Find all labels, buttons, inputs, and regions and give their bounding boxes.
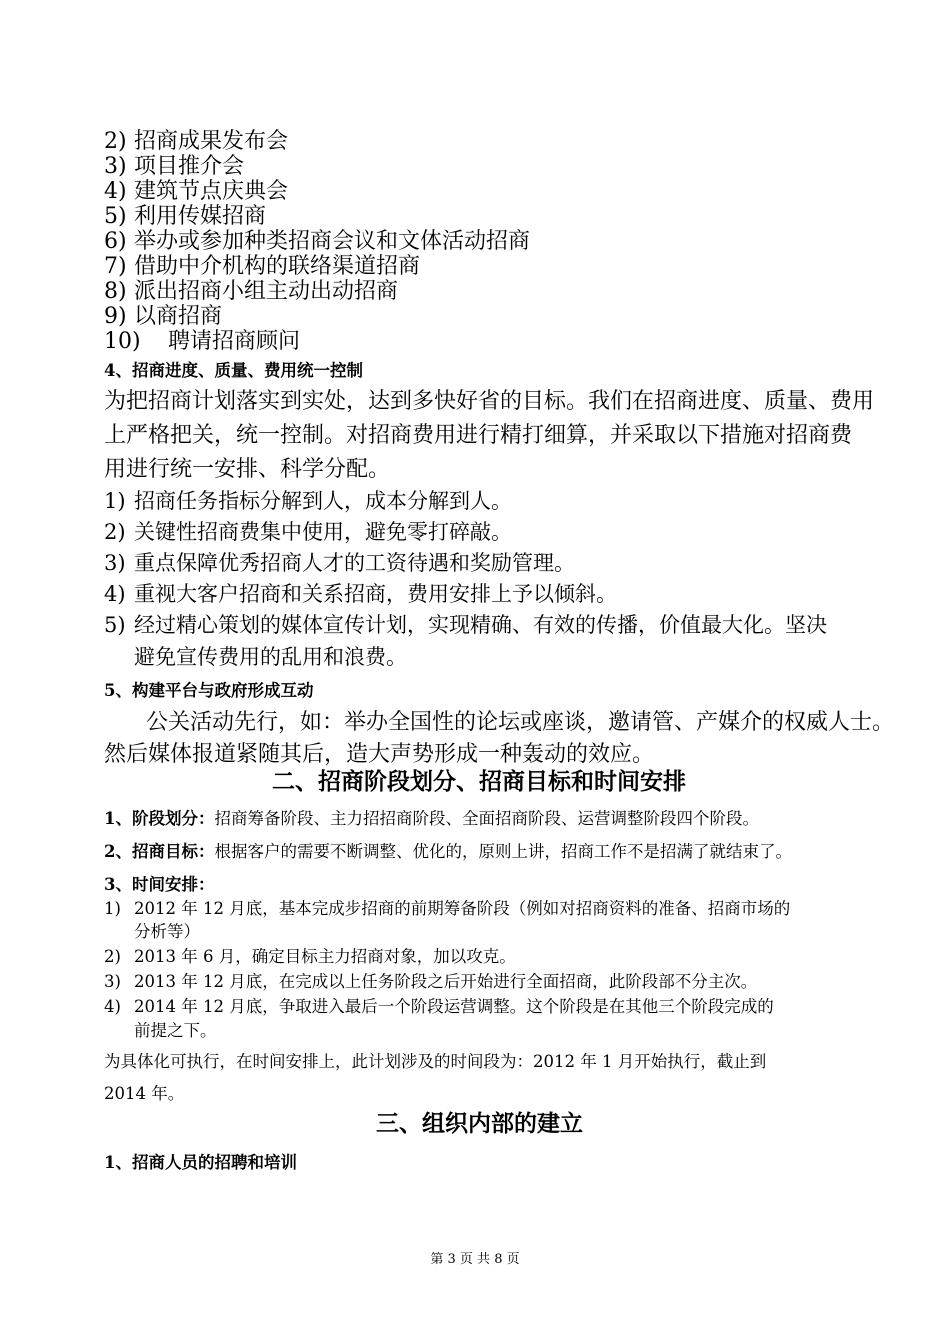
list-item: 2) 2013 年 6 月，确定目标主力招商对象，加以攻克。 [104, 947, 516, 966]
stage-line: 1、阶段划分：招商筹备阶段、主力招招商阶段、全面招商阶段、运营调整阶段四个阶段。 [104, 809, 759, 828]
section-heading: 1、招商人员的招聘和培训 [104, 1153, 297, 1172]
list-item-continuation: 避免宣传费用的乱用和浪费。 [134, 645, 407, 669]
paragraph-line: 然后媒体报道紧随其后，造大声势形成一种轰动的效应。 [104, 742, 655, 767]
chapter-title: 二、招商阶段划分、招商目标和时间安排 [272, 768, 686, 795]
list-item-continuation: 分析等） [134, 922, 200, 941]
paragraph-line: 为把招商计划落实到实处，达到多快好省的目标。我们在招商进度、质量、费用 [104, 389, 875, 414]
goal-line: 2、招商目标：根据客户的需要不断调整、优化的，原则上讲，招商工作不是招满了就结束了。 [104, 842, 792, 861]
list-item: 4) 建筑节点庆典会 [104, 179, 289, 204]
paragraph-line: 公关活动先行，如：举办全国性的论坛或座谈，邀请管、产媒介的权威人士。 [146, 710, 895, 735]
section-heading: 4、招商进度、质量、费用统一控制 [104, 361, 363, 380]
paragraph-line: 用进行统一安排、科学分配。 [104, 457, 391, 482]
page-footer: 第 3 页 共 8 页 [430, 1252, 520, 1267]
list-item: 6) 举办或参加种类招商会议和文体活动招商 [104, 229, 531, 254]
list-item-continuation: 前提之下。 [134, 1021, 217, 1040]
list-item: 9) 以商招商 [104, 304, 223, 329]
list-item: 2) 关键性招商费集中使用，避免零打碎敲。 [104, 520, 512, 544]
paragraph-line: 2014 年。 [104, 1084, 185, 1103]
list-item: 3) 重点保障优秀招商人才的工资待遇和奖励管理。 [104, 551, 575, 575]
list-item: 1) 2012 年 12 月底，基本完成步招商的前期筹备阶段（例如对招商资料的准备、招商市场的 [104, 899, 791, 918]
list-item: 5) 经过精心策划的媒体宣传计划，实现精确、有效的传播，价值最大化。坚决 [104, 613, 827, 637]
paragraph-line: 上严格把关，统一控制。对招商费用进行精打细算，并采取以下措施对招商费 [104, 423, 853, 448]
section-heading: 5、构建平台与政府形成互动 [104, 681, 314, 700]
section-heading: 3、时间安排： [104, 875, 215, 894]
list-item: 8) 派出招商小组主动出动招商 [104, 279, 399, 304]
paragraph-line: 为具体化可执行，在时间安排上，此计划涉及的时间段为：2012 年 1 月开始执行，截止到 [104, 1052, 767, 1071]
list-item: 5) 利用传媒招商 [104, 204, 267, 229]
list-item: 3) 项目推介会 [104, 154, 245, 179]
list-item: 4) 2014 年 12 月底，争取进入最后一个阶段运营调整。这个阶段是在其他三个阶段完成的 [104, 997, 774, 1016]
list-item: 7) 借助中介机构的联络渠道招商 [104, 254, 421, 279]
list-item: 10) 聘请招商顾问 [104, 329, 301, 354]
list-item: 1) 招商任务指标分解到人，成本分解到人。 [104, 489, 512, 513]
list-item: 2) 招商成果发布会 [104, 129, 289, 154]
list-item: 3) 2013 年 12 月底，在完成以上任务阶段之后开始进行全面招商，此阶段部不分主次。 [104, 972, 758, 991]
chapter-title: 三、组织内部的建立 [376, 1110, 583, 1137]
list-item: 4) 重视大客户招商和关系招商，费用安排上予以倾斜。 [104, 582, 617, 606]
